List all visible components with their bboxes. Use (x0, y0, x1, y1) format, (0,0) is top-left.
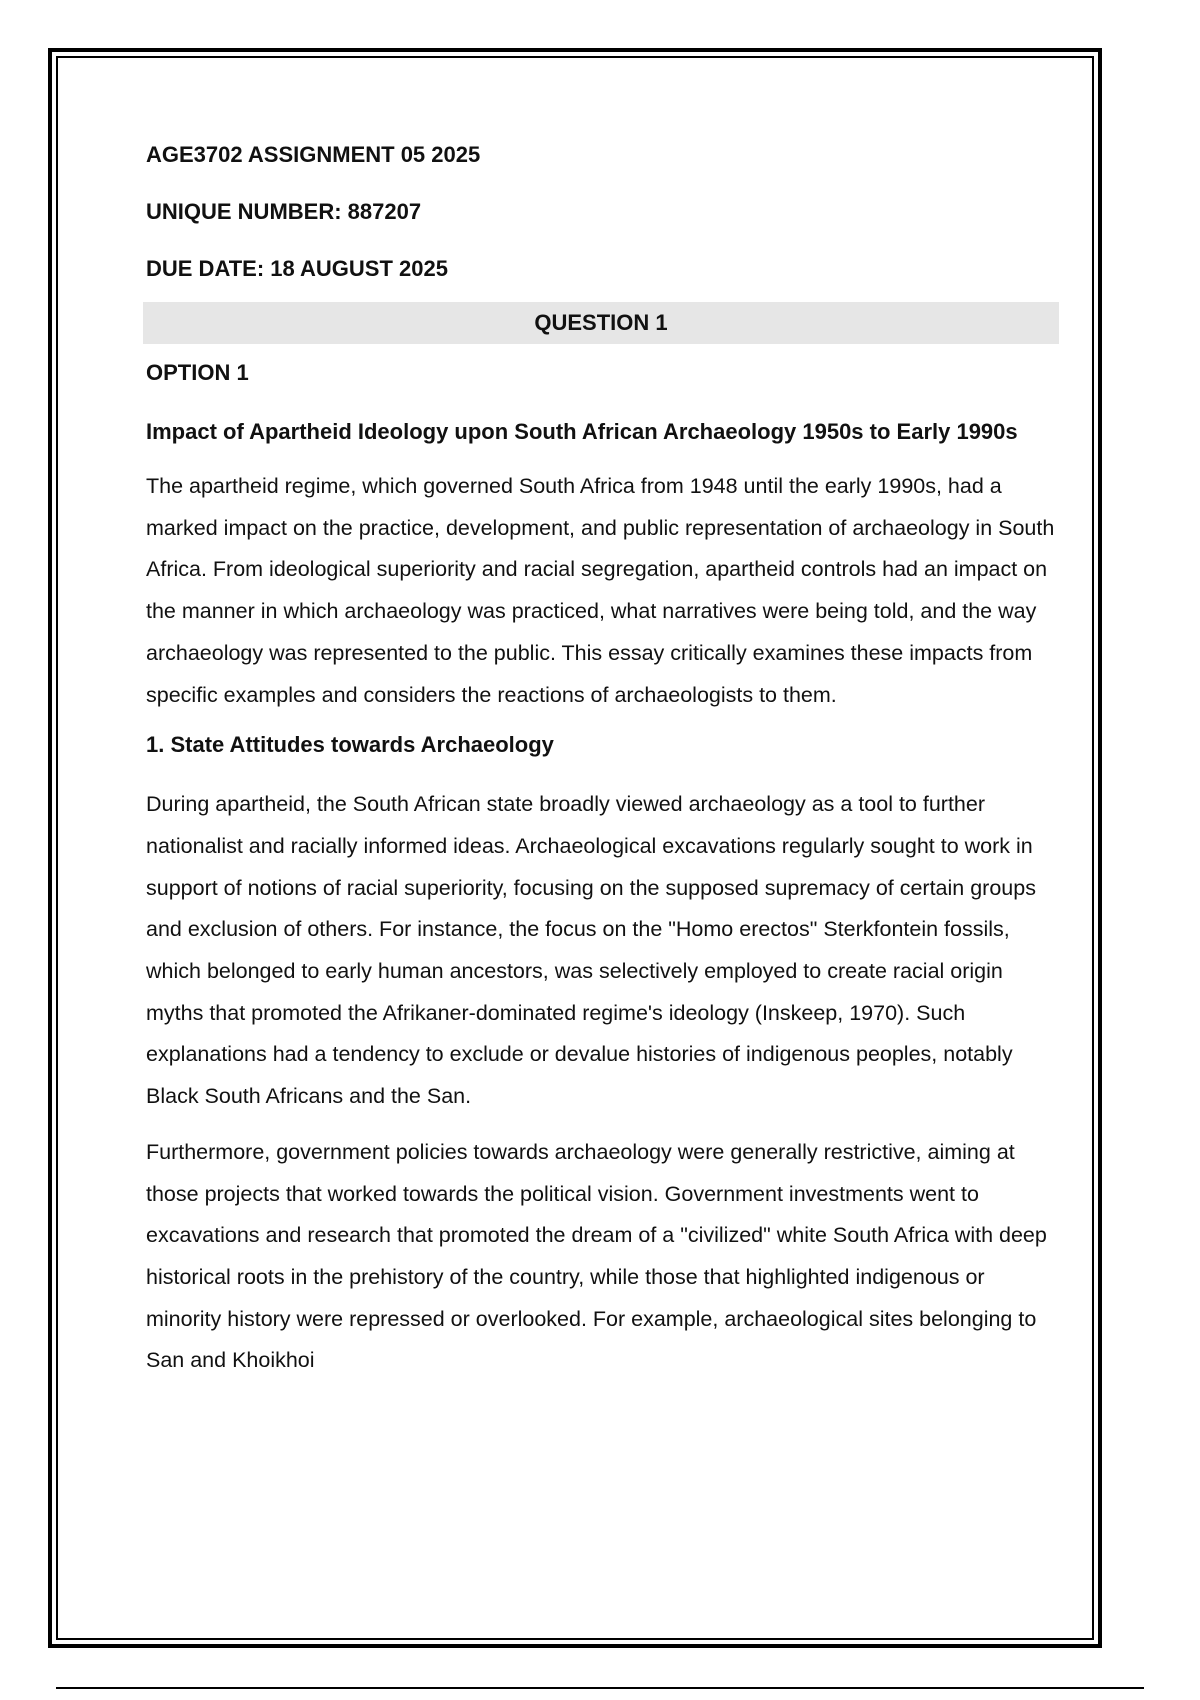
body-paragraph: Furthermore, government policies towards archaeology were generally restrictive, aiming at those projects that worked towards the political vision. Government investments went to excavations and research that promoted the dream of a "civilized" white South Africa with deep historical roots in the prehistory of the country, while those that highlighted indigenous or minority history were repressed or overlooked. For example, archaeological sites belonging to San and Khoikhoi (146, 1139, 1047, 1373)
unique-number: UNIQUE NUMBER: 887207 (146, 199, 422, 224)
question-heading: QUESTION 1 (143, 302, 1059, 344)
due-date: DUE DATE: 18 AUGUST 2025 (146, 256, 448, 281)
option-heading: OPTION 1 (146, 360, 249, 385)
section-heading: 1. State Attitudes towards Archaeology (146, 732, 554, 758)
intro-paragraph: The apartheid regime, which governed South Africa from 1948 until the early 1990s, had a marked impact on the practice, development, and public representation of archaeology in South Africa. From ideological superiority and racial segregation, apartheid controls had an impact on the manner in which archaeology was practiced, what narratives were being told, and the way archaeology was represented to the public. This essay critically examines these impacts from specific examples and considers the reactions of archaeologists to them. (146, 474, 1055, 707)
document-body (146, 140, 1062, 1396)
assignment-code: AGE3702 ASSIGNMENT 05 2025 (146, 142, 481, 167)
footer-divider (56, 1687, 1144, 1689)
body-paragraph: During apartheid, the South African state broadly viewed archaeology as a tool to further nationalist and racially informed ideas. Archaeological excavations regularly sought to work in support of notions of racial superiority, focusing on the supposed supremacy of certain groups and exclusion of others. For instance, the focus on the "Homo erectos" Sterkfontein fossils, which belonged to early human ancestors, was selectively employed to create racial origin myths that promoted the Afrikaner-dominated regime's ideology (Inskeep, 1970). Such explanations had a tendency to exclude or devalue histories of indigenous peoples, notably Black South Africans and the San. (146, 792, 1036, 1109)
essay-title: Impact of Apartheid Ideology upon South African Archaeology 1950s to Early 1990s (146, 419, 1018, 444)
